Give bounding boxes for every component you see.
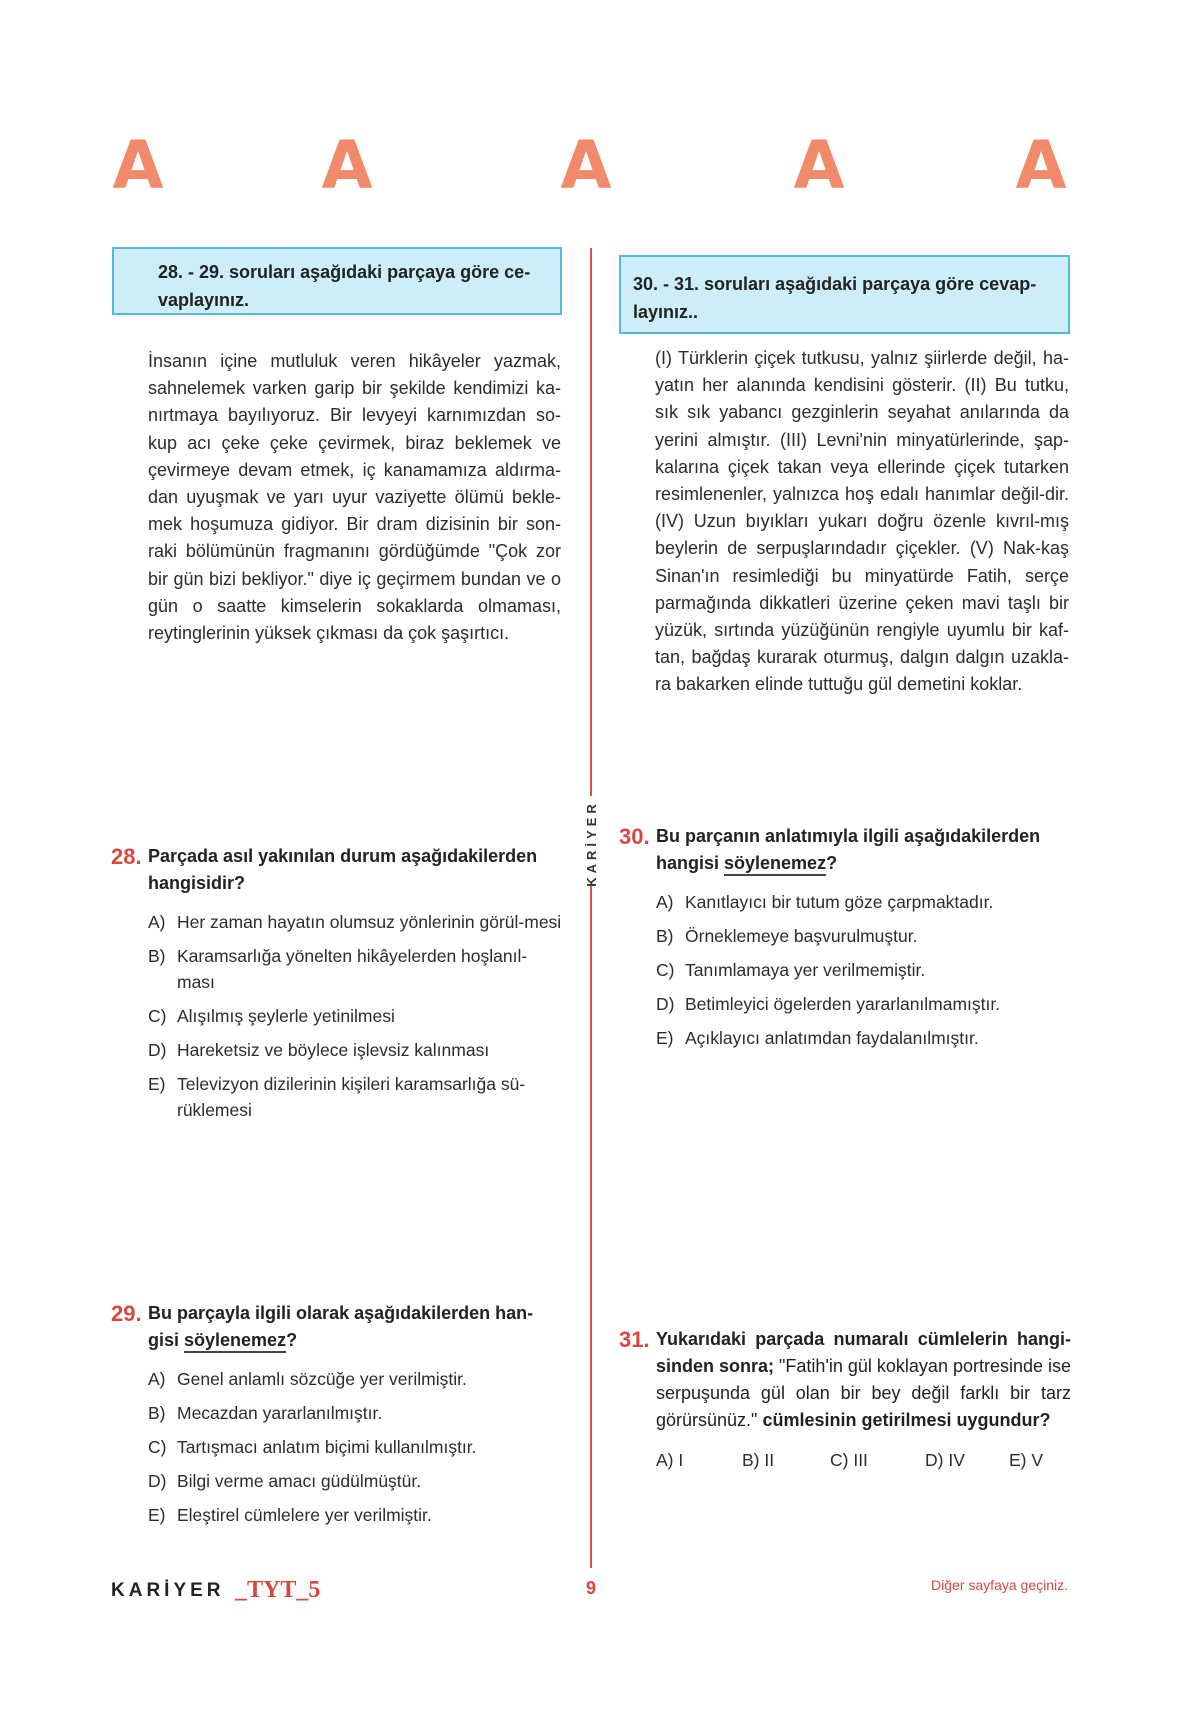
question-stem: Yukarıdaki parçada numaralı cümlelerin hangi-sinden sonra; "Fatih'in gül koklayan portresinde ise serpuşunda gül olan bir bey değil farklı bir tarz görürsünüz." cümlesinin getirilmesi uygundur?: [656, 1329, 1072, 1430]
right-instruction-box: [619, 255, 1070, 334]
option-c[interactable]: C) Tartışmacı anlatım biçimi kullanılmıştır.: [148, 1437, 477, 1457]
booklet-letter-2: A: [321, 127, 373, 204]
next-page-note: Diğer sayfaya geçiniz.: [931, 1577, 1068, 1593]
option-d[interactable]: D) Hareketsiz ve böylece işlevsiz kalınması: [148, 1040, 490, 1060]
option-e[interactable]: E) Açıklayıcı anlatımdan faydalanılmıştır.: [656, 1028, 979, 1048]
question-30: [619, 823, 1071, 1059]
column-divider-bottom: [590, 886, 592, 1568]
right-instruction-line1: 30. - 31. soruları aşağıdaki parçaya göre cevap-: [633, 274, 1037, 294]
option-b[interactable]: B) Mecazdan yararlanılmıştır.: [148, 1403, 383, 1423]
question-stem: Bu parçanın anlatımıyla ilgili aşağıdakilerden hangisi söylenemez?: [656, 823, 1071, 877]
option-a[interactable]: A) Genel anlamlı sözcüğe yer verilmiştir.: [148, 1369, 467, 1389]
vertical-logo: KARİYER: [583, 799, 599, 887]
right-instruction-line2: layınız..: [633, 302, 699, 322]
left-instruction-line1: 28. - 29. soruları aşağıdaki parçaya göre ce-: [158, 262, 531, 282]
left-instruction-box: [112, 247, 562, 315]
option-a[interactable]: A) I: [656, 1450, 684, 1470]
question-stem: Parçada asıl yakınılan durum aşağıdakilerden hangisidir?: [148, 846, 538, 893]
option-e[interactable]: E) Eleştirel cümlelere yer verilmiştir.: [148, 1505, 432, 1525]
option-e[interactable]: E) Televizyon dizilerinin kişileri karamsarlığa sü-rüklemesi: [148, 1074, 526, 1120]
option-b[interactable]: B) II: [742, 1450, 775, 1470]
option-b[interactable]: B) Karamsarlığa yönelten hikâyelerden hoşlanıl-ması: [148, 946, 528, 992]
option-c[interactable]: C) Alışılmış şeylerle yetinilmesi: [148, 1006, 395, 1026]
option-d[interactable]: D) IV: [925, 1450, 965, 1470]
booklet-letter-5: A: [1015, 127, 1067, 204]
footer-series: _TYT_5: [235, 1577, 321, 1603]
option-d[interactable]: D) Bilgi verme amacı güdülmüştür.: [148, 1471, 422, 1491]
question-29: [111, 1300, 563, 1536]
booklet-letter-4: A: [793, 127, 845, 204]
question-number: 30.: [619, 824, 650, 849]
question-number: 31.: [619, 1327, 650, 1352]
question-31: [619, 1326, 1071, 1471]
column-divider-top: [590, 248, 592, 796]
left-instruction-line2: vaplayınız.: [158, 290, 250, 310]
question-28: [111, 843, 563, 1131]
question-number: 29.: [111, 1301, 142, 1326]
option-c[interactable]: C) III: [830, 1450, 868, 1470]
right-passage: (I) Türklerin çiçek tutkusu, yalnız şiirlerde değil, ha-yatın her alanında kendisini gösterir. (II) Bu tutku, sık sık yabancı gezginlerin seyahat anılarında da yerini almıştır. (III) Levni'nin minyatürlerinde, şap-kalarına çiçek takan veya ellerinde çiçek tutarken resimlenenler, yalnızca hoş edalı hanımlar değil-dir. (IV) Uzun bıyıkları yukarı doğru özenle kıvrıl-mış beylerin de serpuşlarındadır çiçekler. (V) Nak-kaş Sinan'ın resimlediği bu minyatürde Fatih, serçe parmağında dikkatleri üzerine çeken mavi taşlı bir yüzük, sırtında yüzüğünün rengiyle uyumlu bir kaf-tan, bağdaş kurarak oturmuş, dalgın dalgın uzakla-ra bakarken elinde tuttuğu gül demetini koklar.: [655, 348, 1069, 695]
booklet-letter-1: A: [112, 127, 164, 204]
option-c[interactable]: C) Tanımlamaya yer verilmemiştir.: [656, 960, 926, 980]
option-d[interactable]: D) Betimleyici ögelerden yararlanılmamıştır.: [656, 994, 1001, 1014]
option-e[interactable]: E) V: [1009, 1450, 1044, 1470]
option-a[interactable]: A) Kanıtlayıcı bir tutum göze çarpmaktadır.: [656, 892, 994, 912]
footer-logo: KARİYER: [111, 1580, 225, 1601]
option-b[interactable]: B) Örneklemeye başvurulmuştur.: [656, 926, 918, 946]
page-number: 9: [585, 1578, 596, 1598]
question-stem: Bu parçayla ilgili olarak aşağıdakilerden han- gisi söylenemez?: [148, 1300, 563, 1354]
option-a[interactable]: A) Her zaman hayatın olumsuz yönlerinin görül-mesi: [148, 912, 562, 932]
question-number: 28.: [111, 844, 142, 869]
booklet-letter-3: A: [560, 127, 612, 204]
left-passage: İnsanın içine mutluluk veren hikâyeler yazmak, sahnelemek varken garip bir şekilde kendimizi ka-nırtmaya bayılıyoruz. Bir levyeyi karnımızdan so-kup acı çeke çeke çevirmek, biraz beklemek ve çevirmeye devam etmek, iç kanamamıza aldırma-dan uyuşmak ve yarı uyur vaziyette ölümü bekle-mek hoşumuza gidiyor. Bir dram dizisinin bir son-raki bölümünün fragmanını gördüğümde "Çok zor bir gün bizi bekliyor." diye iç geçirmem bundan ve o gün o saatte kimselerin sokaklarda olmaması, reytinglerinin yüksek çıkması da çok şaşırtıcı.: [148, 351, 561, 644]
